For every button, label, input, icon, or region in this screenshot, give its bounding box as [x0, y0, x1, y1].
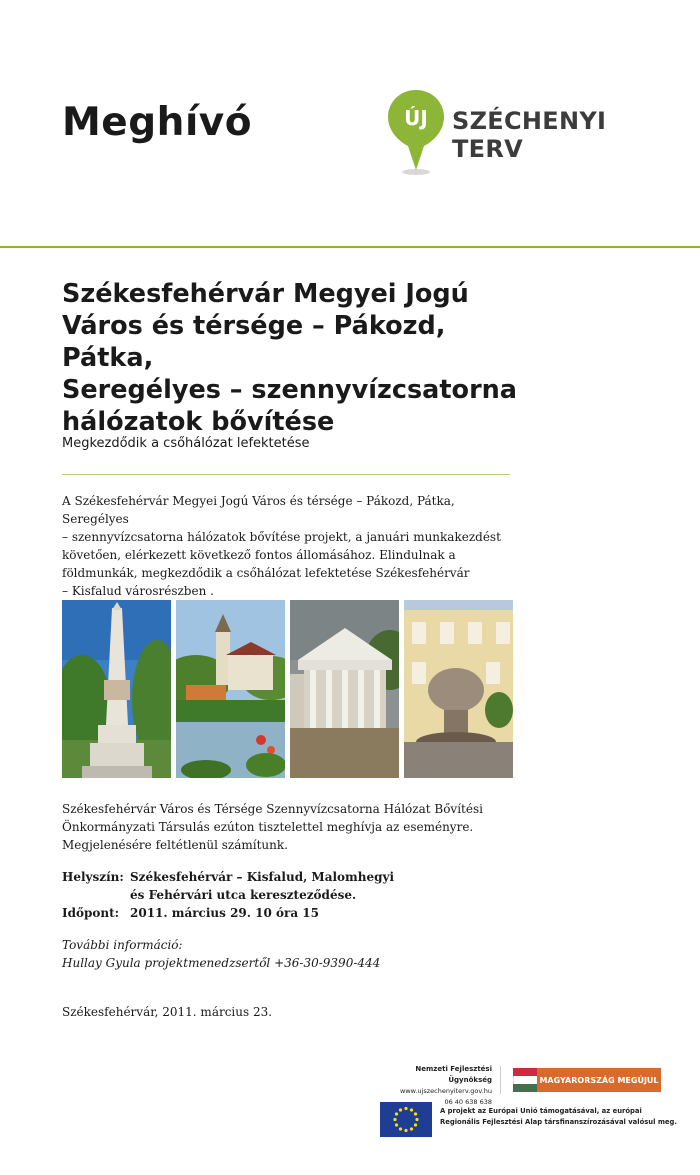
event-details	[62, 868, 394, 922]
photo-mansion	[290, 600, 399, 778]
more-info-contact: Hullay Gyula projektmenedzsertől +36-30-9390-444	[62, 956, 381, 970]
agency-name: Nemzeti Fejlesztési Ügynökség	[415, 1065, 492, 1084]
eu-line: A projekt az Európai Unió támogatásával, az európai	[440, 1107, 642, 1115]
photo-strip	[62, 600, 514, 778]
page-heading: Meghívó	[62, 100, 253, 145]
time-label: Időpont:	[62, 906, 120, 920]
intro-line: – Kisfalud városrészben .	[62, 584, 214, 598]
invite-line: Székesfehérvár Város és Térsége Szennyvízcsatorna Hálózat Bővítési	[62, 802, 483, 816]
map-pin-icon	[386, 88, 446, 178]
photo-church	[176, 600, 285, 778]
document-subtitle: Megkezdődik a csőhálózat lefektetése	[62, 436, 310, 451]
footer-logos	[380, 1064, 677, 1144]
eu-line: Regionális Fejlesztési Alap társfinanszírozásával valósul meg.	[440, 1118, 677, 1126]
document-title	[62, 278, 542, 438]
logo-badge: ÚJ	[404, 106, 428, 130]
title-line: Seregélyes – szennyvízcsatorna	[62, 375, 518, 405]
eu-flag-icon	[380, 1102, 432, 1137]
eu-support-text	[440, 1106, 680, 1128]
location-value	[130, 868, 394, 904]
more-info	[62, 936, 380, 972]
title-line: Székesfehérvár Megyei Jogú	[62, 279, 469, 309]
intro-line: A Székesfehérvár Megyei Jogú Város és térsége – Pákozd, Pátka, Seregélyes	[62, 494, 455, 526]
footer-divider	[500, 1066, 501, 1094]
location-line: Székesfehérvár – Kisfalud, Malomhegyi	[130, 870, 395, 884]
photo-fountain	[404, 600, 513, 778]
agency-phone: 06 40 638 638	[444, 1098, 492, 1106]
hungarian-flag-icon	[513, 1068, 537, 1092]
intro-line: földmunkák, megkezdődik a csőhálózat lefektetése Székesfehérvár	[62, 566, 470, 580]
intro-paragraph	[62, 492, 517, 600]
magyarorszag-megujul-logo	[513, 1068, 661, 1092]
intro-line: – szennyvízcsatorna hálózatok bővítése projekt, a januári munkakezdést	[62, 530, 501, 544]
logo-text: SZÉCHENYI TERV	[452, 107, 607, 163]
top-divider	[0, 246, 700, 248]
intro-line: követően, elérkezett következő fontos állomásához. Elindulnak a	[62, 548, 456, 562]
szechenyi-terv-logo	[386, 88, 676, 178]
more-info-label: További információ:	[62, 938, 183, 952]
invite-line: Megjelenésére feltétlenül számítunk.	[62, 838, 288, 852]
photo-obelisk	[62, 600, 171, 778]
mid-divider	[62, 474, 510, 475]
time-value: 2011. március 29. 10 óra 15	[130, 906, 319, 920]
title-line: hálózatok bővítése	[62, 407, 335, 437]
mm-label: MAGYARORSZÁG MEGÚJUL	[537, 1068, 661, 1092]
place-date: Székesfehérvár, 2011. március 23.	[62, 1005, 273, 1019]
invite-line: Önkormányzati Társulás ezúton tisztelettel meghívja az eseményre.	[62, 820, 474, 834]
agency-url: www.ujszechenyiterv.gov.hu	[400, 1087, 492, 1095]
location-label: Helyszín:	[62, 870, 124, 884]
title-line: Város és térsége – Pákozd, Pátka,	[62, 311, 446, 373]
invitation-paragraph	[62, 800, 522, 854]
location-line: és Fehérvári utca kereszteződése.	[130, 888, 357, 902]
